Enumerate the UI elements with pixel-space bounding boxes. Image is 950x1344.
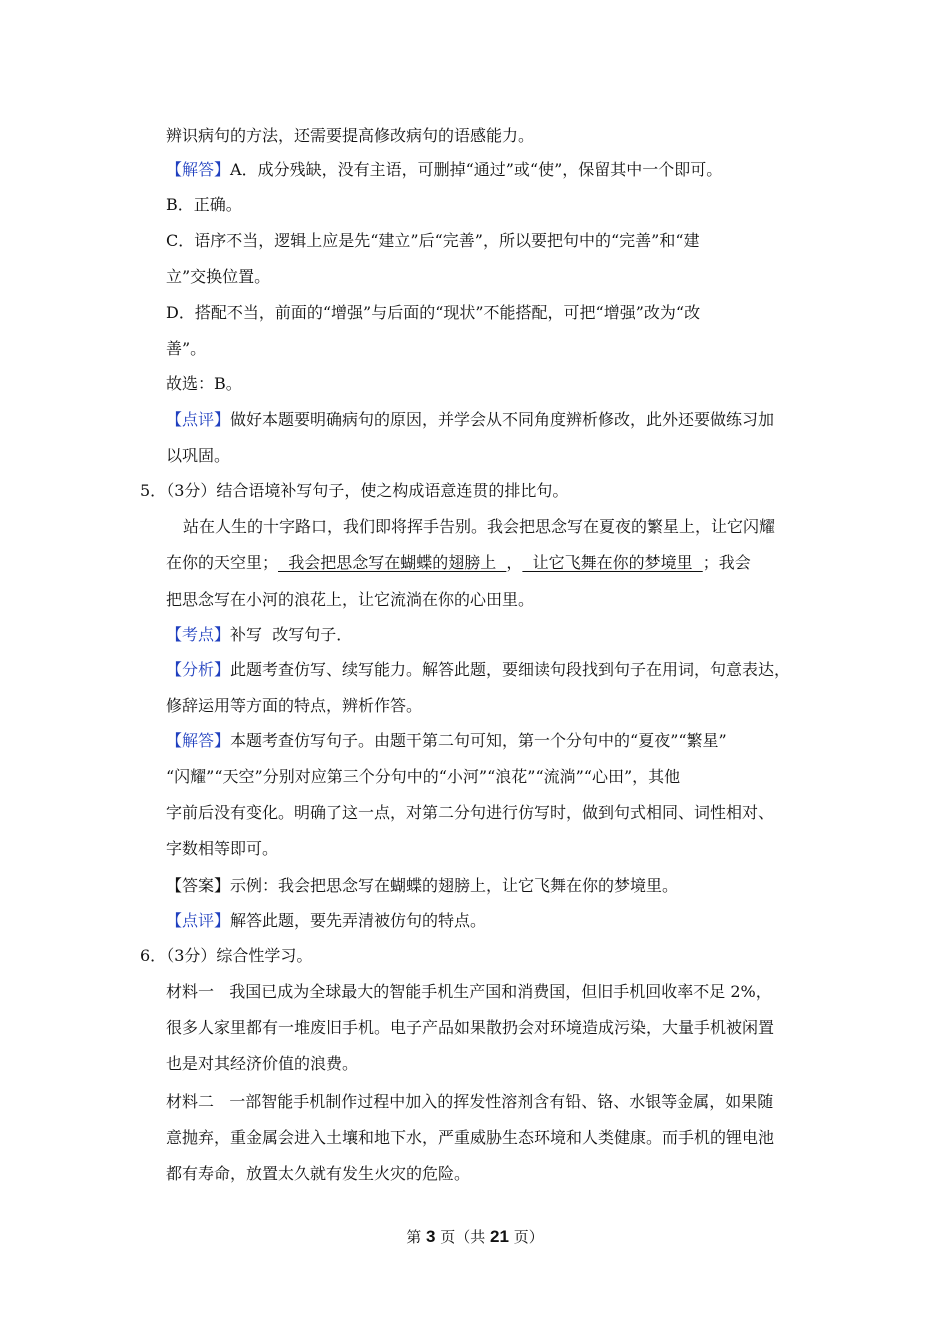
text-line [166,1018,774,1038]
line-text: 站在人生的十字路口，我们即将挥手告别。我会把思念写在夏夜的繁星上，让它闪耀 [183,517,776,536]
question-text: （3分）结合语境补写句子，使之构成语意连贯的排比句。 [166,481,569,500]
text-line [166,126,534,146]
answer-line [166,160,722,180]
line-text: 意抛弃，重金属会进入土壤和地下水，严重威胁生态环境和人类健康。而手机的锂电池 [166,1128,775,1147]
fill-in-line [166,553,751,573]
comment-tag: 【点评】 [166,911,231,930]
question-5-line [140,481,568,501]
text-line [166,696,422,716]
line-text: 做好本题要明确病句的原因，并学会从不同角度辨析修改，此外还要做练习加 [230,410,775,429]
line-text: ；我会 [702,553,751,572]
text-line [166,1164,470,1184]
line-text: A．成分残缺，没有主语，可删掉“通过”或“使”，保留其中一个即可。 [230,160,723,179]
line-text: 补写 改写句子． [230,625,353,644]
text-line [166,374,242,394]
text-line [183,517,775,537]
line-text: “闪耀”“天空”分别对应第三个分句中的“小河”“浪花”“流淌”“心田”，其他 [166,767,681,786]
line-text: ， [506,553,523,572]
line-text: 善”。 [166,339,207,358]
line-text: 【答案】示例：我会把思念写在蝴蝶的翅膀上，让它飞舞在你的梦境里。 [166,876,679,895]
question-number: 6． [140,946,167,965]
line-text: 把思念写在小河的浪花上，让它流淌在你的心田里。 [166,590,535,609]
text-line [166,267,270,287]
text-line [166,590,534,610]
line-text: 都有寿命，放置太久就有发生火灾的危险。 [166,1164,471,1183]
blank-answer-2: 让它飞舞在你的梦境里 [522,553,703,572]
answer-line [166,731,727,751]
line-text: 此题考查仿写、续写能力。解答此题，要细读句段找到句子在用词，句意表达， [230,660,791,679]
material-line [166,1092,773,1112]
kaodian-line [166,625,352,645]
line-text: 修辞运用等方面的特点，辨析作答。 [166,696,423,715]
text-line [166,839,278,859]
line-text: D．搭配不当，前面的“增强”与后面的“现状”不能搭配，可把“增强”改为“改 [166,303,701,322]
line-text: 立”交换位置。 [166,267,271,286]
kaodian-tag: 【考点】 [166,625,231,644]
text-line [166,1128,774,1148]
text-line [166,303,700,323]
blank-answer-1: 我会把思念写在蝴蝶的翅膀上 [278,553,507,572]
answer-tag: 【解答】 [166,160,231,179]
line-text: 字前后没有变化。明确了这一点，对第二分句进行仿写时，做到句式相同、词性相对、 [166,803,775,822]
material-line [166,982,772,1002]
line-text: 在你的天空里； [166,553,279,572]
comment-line [166,911,486,931]
analysis-line [166,660,790,680]
question-text: （3分）综合性学习。 [166,946,313,965]
page-footer [0,1227,950,1247]
line-text: 材料二 一部智能手机制作过程中加入的挥发性溶剂含有铅、铬、水银等金属，如果随 [166,1092,774,1111]
footer-text: 页（共 [435,1228,491,1246]
comment-line [166,410,774,430]
line-text: 本题考查仿写句子。由题干第二句可知，第一个分句中的“夏夜”“繁星” [230,731,727,750]
comment-tag: 【点评】 [166,410,231,429]
footer-text: 页） [508,1228,544,1246]
answer-result-line [166,876,678,896]
line-text: 辨识病句的方法，还需要提高修改病句的语感能力。 [166,126,535,145]
line-text: 解答此题，要先弄清被仿句的特点。 [230,911,487,930]
line-text: 材料一 我国已成为全球最大的智能手机生产国和消费国，但旧手机回收率不足 2%， [166,982,772,1001]
line-text: 以巩固。 [166,446,231,465]
question-6-line [140,946,312,966]
line-text: 也是对其经济价值的浪费。 [166,1054,359,1073]
line-text: B．正确。 [166,195,242,214]
text-line [166,231,700,251]
analysis-tag: 【分析】 [166,660,231,679]
line-text: 很多人家里都有一堆废旧手机。电子产品如果散扔会对环境造成污染，大量手机被闲置 [166,1018,775,1037]
text-line [166,339,206,359]
line-text: C．语序不当，逻辑上应是先“建立”后“完善”，所以要把句中的“完善”和“建 [166,231,700,250]
text-line [166,446,230,466]
text-line [166,767,680,787]
footer-text: 第 [406,1228,427,1246]
line-text: 故选：B。 [166,374,242,393]
text-line [166,1054,358,1074]
question-number: 5． [140,481,167,500]
answer-tag: 【解答】 [166,731,231,750]
text-line [166,803,774,823]
line-text: 字数相等即可。 [166,839,279,858]
current-page-number: 3 [426,1227,436,1246]
text-line [166,195,242,215]
total-page-number: 21 [490,1227,509,1246]
